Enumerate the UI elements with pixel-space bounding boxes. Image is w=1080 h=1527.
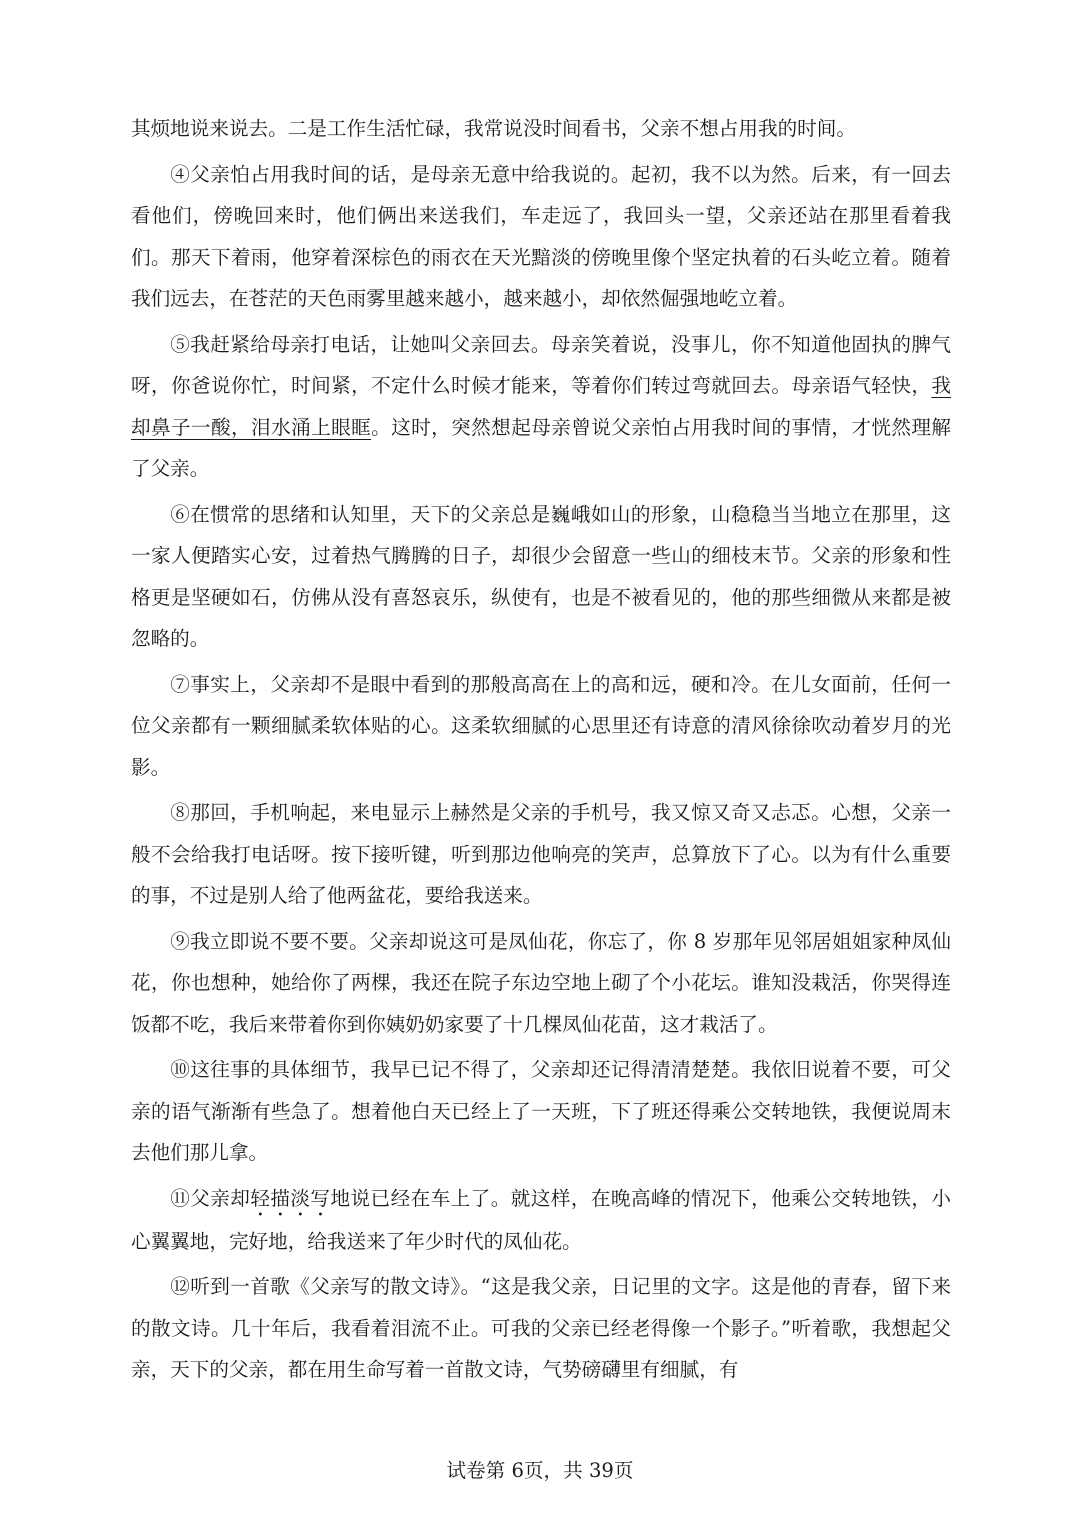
passage-body	[131, 108, 951, 1391]
paragraph-continued: 其烦地说来说去。二是工作生活忙碌，我常说没时间看书，父亲不想占用我的时间。	[131, 117, 856, 140]
paragraph-12: ⑫听到一首歌《父亲写的散文诗》。“这是我父亲，日记里的文字。这是他的青春，留下来的散文诗。几十年后，我看着泪流不止。可我的父亲已经老得像一个影子。”听着歌，我想起父亲，天下的父亲，都在用生命写着一首散文诗，气势磅礴里有细腻，有	[131, 1275, 951, 1381]
paragraph-11-text-b: 地说已经在车上了。就这样，在晚高峰的情况下，他乘公交转地铁，小心翼翼地，完好地，给我送来了年少时代的凤仙花。	[131, 1186, 952, 1253]
paragraph-7: ⑦事实上，父亲却不是眼中看到的那般高高在上的高和远，硬和冷。在儿女面前，任何一位父亲都有一颗细腻柔软体贴的心。这柔软细腻的心思里还有诗意的清风徐徐吹动着岁月的光影。	[131, 672, 951, 779]
paragraph-9: ⑨我立即说不要不要。父亲却说这可是凤仙花，你忘了，你 8 岁那年见邻居姐姐家种凤仙花，你也想种，她给你了两棵，我还在院子东边空地上砌了个小花坛。谁知没栽活，你哭得连饭都不吃，我后来带着你到你姨奶奶家要了十几棵凤仙花苗，这才栽活了。	[131, 929, 951, 1036]
underlined-sentence: 我却鼻子一酸，泪水涌上眼眶	[131, 374, 951, 439]
emphasized-phrase: 轻描淡写	[250, 1186, 331, 1210]
paragraph-4: ④父亲怕占用我时间的话，是母亲无意中给我说的。起初，我不以为然。后来，有一回去看他们，傍晚回来时，他们俩出来送我们，车走远了，我回头一望，父亲还站在那里看着我们。那天下着雨，他穿着深棕色的雨衣在天光黯淡的傍晚里像个坚定执着的石头屹立着。随着我们远去，在苍茫的天色雨雾里越来越小，越来越小，却依然倔强地屹立着。	[131, 162, 951, 310]
paragraph-5-text-a: ⑤我赶紧给母亲打电话，让她叫父亲回去。母亲笑着说，没事儿，你不知道他固执的脾气呀，你爸说你忙，时间紧，不定什么时候才能来，等着你们转过弯就回去。母亲语气轻快，	[131, 332, 951, 397]
paragraph-10: ⑩这往事的具体细节，我早已记不得了，父亲却还记得清清楚楚。我依旧说着不要，可父亲的语气渐渐有些急了。想着他白天已经上了一天班，下了班还得乘公交转地铁，我便说周末去他们那儿拿。	[131, 1058, 951, 1164]
paragraph-5-text-b: 。这时，突然想起母亲曾说父亲怕占用我时间的事情，才恍然理解了父亲。	[131, 415, 952, 480]
page-footer: 试卷第 6页，共 39页	[446, 1459, 634, 1482]
paragraph-11-text-a: ⑪父亲却	[170, 1186, 251, 1210]
paragraph-8: ⑧那回，手机响起，来电显示上赫然是父亲的手机号，我又惊又奇又忐忑。心想，父亲一般不会给我打电话呀。按下接听键，听到那边他响亮的笑声，总算放下了心。以为有什么重要的事，不过是别人给了他两盆花，要给我送来。	[131, 801, 951, 907]
paragraph-11	[131, 1178, 951, 1263]
paragraph-6: ⑥在惯常的思绪和认知里，天下的父亲总是巍峨如山的形象，山稳稳当当地立在那里，这一家人便踏实心安，过着热气腾腾的日子，却很少会留意一些山的细枝末节。父亲的形象和性格更是坚硬如石，仿佛从没有喜怒哀乐，纵使有，也是不被看见的，他的那些细微从来都是被忽略的。	[131, 502, 951, 650]
paragraph-5	[131, 324, 951, 490]
